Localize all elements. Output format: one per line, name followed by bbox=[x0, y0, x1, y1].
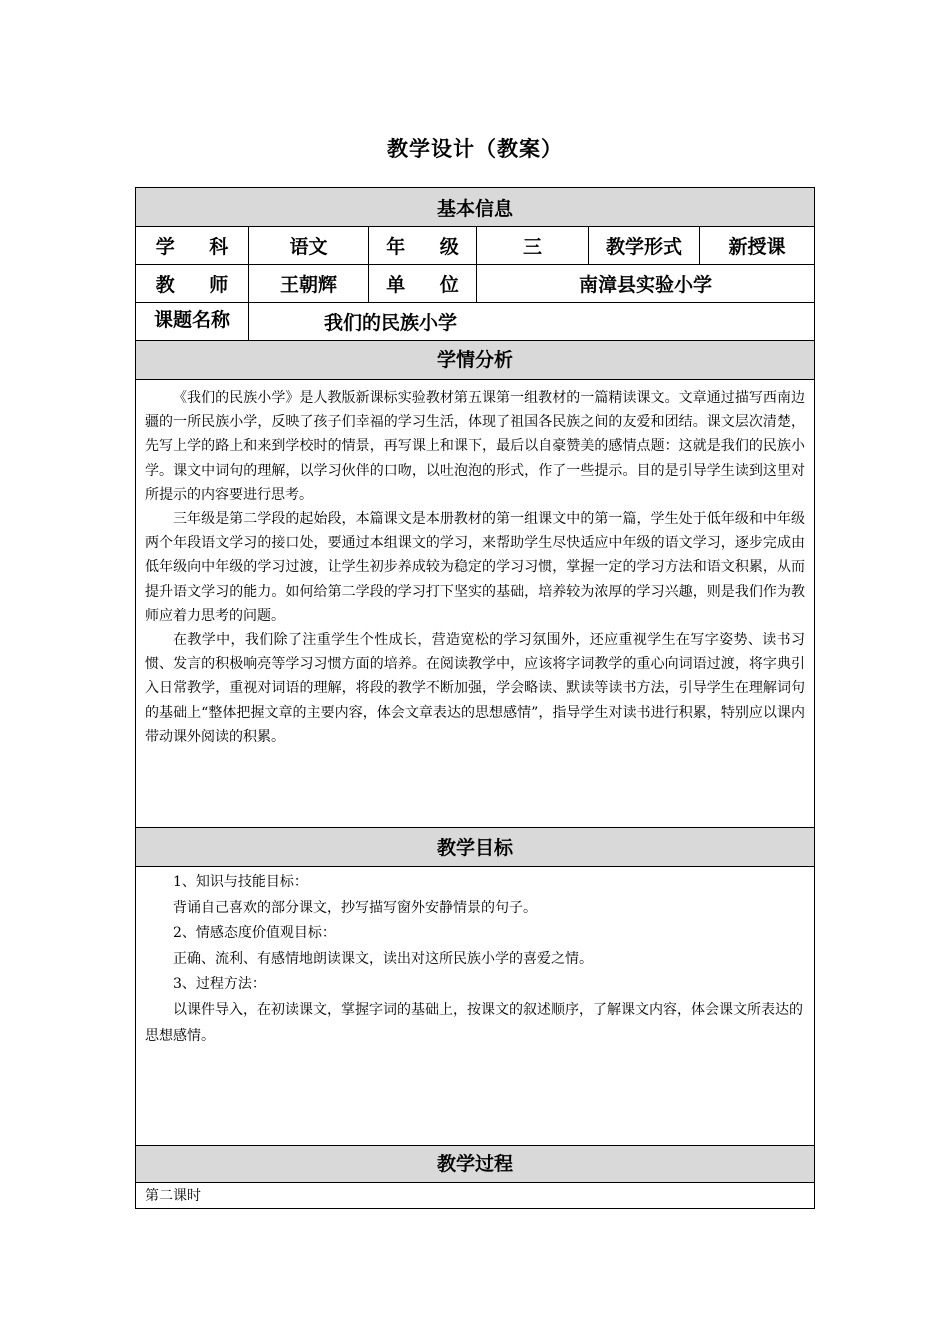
document-title: 教学设计（教案） bbox=[387, 137, 563, 161]
teacher-label-cell bbox=[136, 265, 249, 302]
form-label: 教学形式 bbox=[589, 227, 700, 264]
grade-value: 三 bbox=[477, 227, 589, 264]
basic-info-title: 基本信息 bbox=[436, 198, 513, 220]
subject-row bbox=[136, 227, 814, 265]
goal-line: 2、情感态度价值观目标： bbox=[173, 925, 336, 942]
goals-body bbox=[136, 867, 814, 1146]
analysis-paragraph: 三年级是第二学段的起始段，本篇课文是本册教材的第一组课文中的第一篇，学生处于低年级和中年级两个年段语文学习的接口处，要通过本组课文的学习，来帮助学生尽快适应中年级的语文学习，逐步完成由低年级向中年级的学习过渡，让学生初步养成较为稳定的学习习惯，掌握一定的学习方法和语文积累，从而提升语文学习的能力。如何给第二学段的学习打下坚实的基础，培养较为浓厚的学习兴趣，则是我们作为教师应着力思考的问题。 bbox=[145, 511, 805, 624]
topic-row bbox=[136, 303, 814, 341]
subject-label: 学 科 bbox=[155, 236, 243, 258]
teacher-row bbox=[136, 265, 814, 303]
goals-text bbox=[145, 870, 805, 1049]
analysis-text bbox=[145, 386, 805, 749]
process-header bbox=[136, 1146, 814, 1183]
goal-line: 正确、流利、有感情地朗读课文，读出对这所民族小学的喜爱之情。 bbox=[173, 950, 593, 967]
grade-label-cell bbox=[369, 227, 477, 264]
process-first-line: 第二课时 bbox=[145, 1188, 201, 1204]
analysis-paragraph: 《我们的民族小学》是人教版新课标实验教材第五课第一组教材的一篇精读课文。文章通过描写西南边疆的一所民族小学，反映了孩子们幸福的学习生活，体现了祖国各民族之间的友爱和团结。课文层次清楚，先写上学的路上和来到学校时的情景，再写课上和课下，最后以自豪赞美的感情点题：这就是我们的民族小学。课文中词句的理解，以学习伙伴的口吻，以吐泡泡的形式，作了一些提示。目的是引导学生读到这里对所提示的内容要进行思考。 bbox=[145, 390, 805, 503]
teacher-value: 王朝辉 bbox=[249, 265, 369, 302]
lesson-plan-table bbox=[135, 187, 815, 1209]
teacher-label: 教 师 bbox=[155, 274, 243, 296]
goals-header bbox=[136, 828, 814, 867]
goal-line: 背诵自己喜欢的部分课文，抄写描写窗外安静情景的句子。 bbox=[173, 899, 537, 916]
goals-title: 教学目标 bbox=[436, 837, 513, 859]
process-title: 教学过程 bbox=[436, 1153, 513, 1175]
grade-label: 年 级 bbox=[386, 236, 473, 258]
analysis-header bbox=[136, 341, 814, 380]
unit-value: 南漳县实验小学 bbox=[578, 274, 712, 296]
subject-label-cell bbox=[136, 227, 249, 264]
process-body bbox=[136, 1183, 814, 1208]
analysis-paragraph: 在教学中，我们除了注重学生个性成长，营造宽松的学习氛围外，还应重视学生在写字姿势、读书习惯、发言的积极响亮等学习习惯方面的培养。在阅读教学中，应该将字词教学的重心向词语过渡，将字典引入日常教学，重视对词语的理解，将段的教学不断加强，学会略读、默读等读书方法，引导学生在理解词句的基础上“整体把握文章的主要内容，体会文章表达的思想感情”，指导学生对读书进行积累，特别应以课内带动课外阅读的积累。 bbox=[145, 632, 805, 745]
unit-label: 单 位 bbox=[386, 274, 473, 296]
unit-label-cell bbox=[369, 265, 477, 302]
analysis-body bbox=[136, 380, 814, 828]
form-value: 新授课 bbox=[728, 236, 786, 258]
topic-label: 课题名称 bbox=[136, 303, 249, 340]
goal-line: 3、过程方法： bbox=[173, 976, 266, 993]
subject-value: 语文 bbox=[249, 227, 369, 264]
goal-line: 1、知识与技能目标： bbox=[173, 874, 308, 890]
goal-line: 以课件导入，在初读课文，掌握字词的基础上，按课文的叙述顺序，了解课文内容，体会课文所表达的思想感情。 bbox=[145, 1001, 803, 1044]
topic-value: 我们的民族小学 bbox=[324, 312, 458, 334]
analysis-title: 学情分析 bbox=[436, 349, 513, 371]
basic-info-header bbox=[136, 188, 814, 227]
